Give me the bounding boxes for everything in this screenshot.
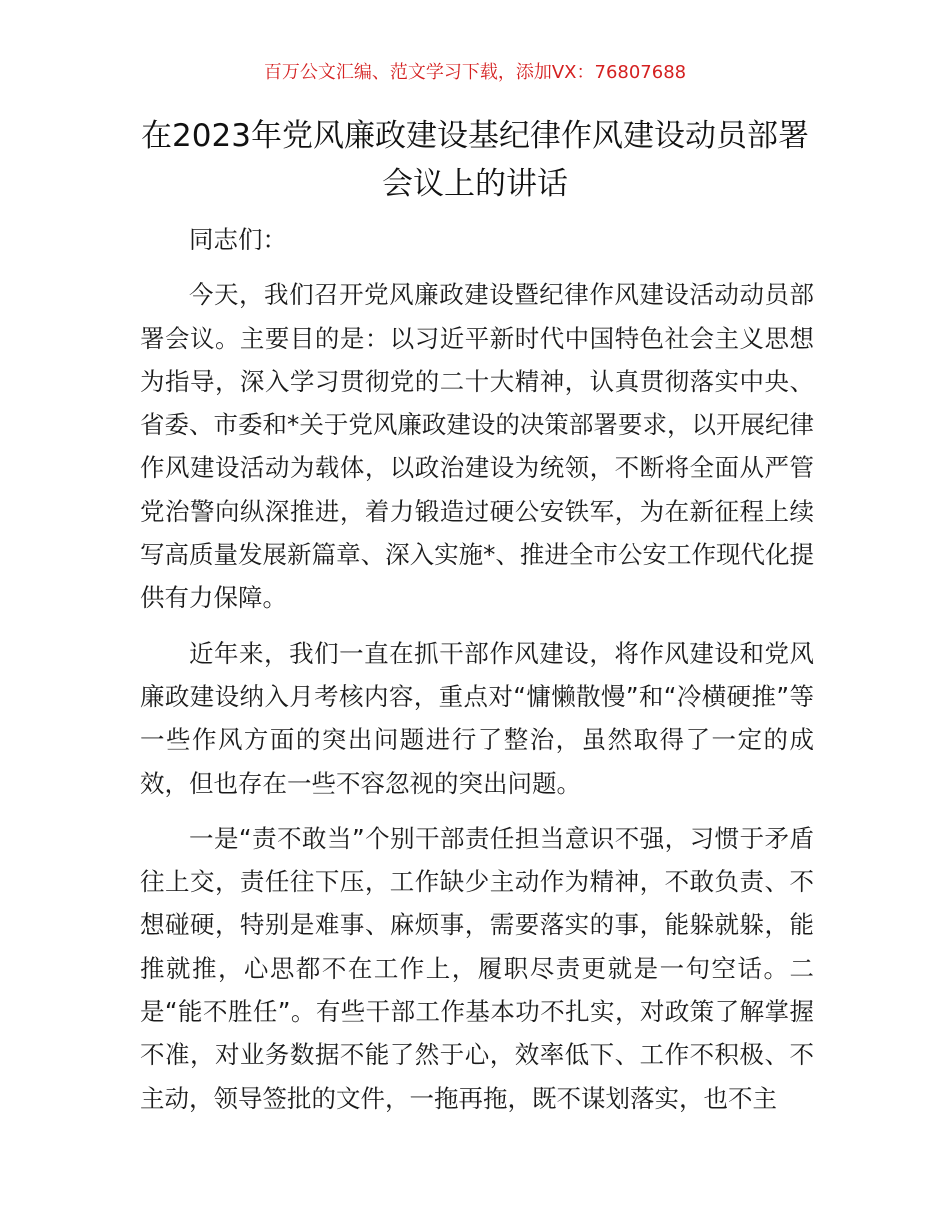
header-watermark-text: 百万公文汇编、范文学习下载，添加VX：76807688 [263,62,687,83]
paragraph-1: 今天，我们召开党风廉政建设暨纪律作风建设活动动员部署会议。主要目的是：以习近平新时代中国特色社会主义思想为指导，深入学习贯彻党的二十大精神，认真贯彻落实中央、省委、市委和*关于党风廉政建设的决策部署要求，以开展纪律作风建设活动为载体，以政治建设为统领，不断将全面从严管党治警向纵深推进，着力锻造过硬公安铁军，为在新征程上续写高质量发展新篇章、深入实施*、推进全市公安工作现代化提供有力保障。 [140,280,814,613]
paragraph-2: 近年来，我们一直在抓干部作风建设，将作风建设和党风廉政建设纳入月考核内容，重点对“慵懒散慢”和“冷横硬推”等一些作风方面的突出问题进行了整治，虽然取得了一定的成效，但也存在一些不容忽视的突出问题。 [140,638,814,798]
salutation: 同志们： [189,225,287,254]
paragraph-3: 一是“责不敢当”个别干部责任担当意识不强，习惯于矛盾往上交，责任往下压，工作缺少主动作为精神，不敢负责、不想碰硬，特别是难事、麻烦事，需要落实的事，能躲就躲，能推就推，心思都不在工作上，履职尽责更就是一句空话。二是“能不胜任”。有些干部工作基本功不扎实，对政策了解掌握不准，对业务数据不能了然于心，效率低下、工作不积极、不主动，领导签批的文件，一拖再拖，既不谋划落实，也不主 [140,823,814,1113]
document-title: 在2023年党风廉政建设基纪律作风建设动员部署会议上的讲话 [141,118,809,202]
document-body [140,218,814,1132]
